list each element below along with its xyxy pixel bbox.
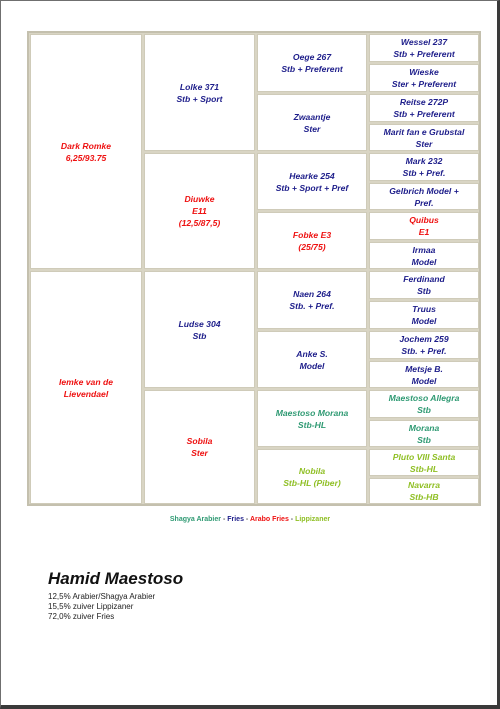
pedigree-entry-line: Marit fan e Grubstal <box>383 126 465 137</box>
pedigree-gen4-5 <box>369 153 479 181</box>
pedigree-entry-line: Maestoso Allegra <box>388 393 460 403</box>
pedigree-entry-line: Zwaantje <box>293 111 331 122</box>
horse-name: Hamid Maestoso <box>48 569 184 588</box>
pedigree-entry-line: Ster <box>303 123 321 134</box>
pedigree-entry-line: Maestoso Morana <box>275 407 349 418</box>
pedigree-entry-line: Gelbrich Model + <box>389 185 459 196</box>
pedigree-gen4-11 <box>369 331 479 359</box>
pedigree-entry-line: Iemke van de <box>59 376 113 387</box>
pedigree-gen4-14 <box>369 420 479 447</box>
pedigree-entry-line: 6,25/93.75 <box>65 152 107 163</box>
pedigree-gen4-10 <box>369 301 479 329</box>
pedigree-entry-line: E11 <box>192 206 207 216</box>
pedigree-entry-line: Pluto VIII Santa <box>392 451 456 462</box>
pedigree-gen4-9 <box>369 271 479 299</box>
pedigree-gen4-4 <box>369 124 479 151</box>
pedigree-gen4-16 <box>369 478 479 504</box>
pedigree-dam <box>30 271 142 504</box>
pedigree-chart <box>27 31 481 506</box>
pedigree-entry-line: Stb <box>192 330 207 341</box>
pedigree-entry-line: Metsje B. <box>405 363 443 374</box>
pedigree-entry-line: Model <box>411 256 437 267</box>
pedigree-gen3-1 <box>257 34 367 92</box>
pedigree-entry-line: (25/75) <box>298 241 326 252</box>
pedigree-entry-line: Dark Romke <box>60 140 112 151</box>
pedigree-entry-line: Model <box>299 360 325 371</box>
legend-separator: - <box>288 516 296 523</box>
pedigree-dam-sire <box>144 271 255 388</box>
pedigree-gen3-5 <box>257 271 367 329</box>
pedigree-entry-line: Irmaa <box>412 244 436 255</box>
pedigree-entry-line: Stb-HL <box>409 463 439 474</box>
pedigree-entry-line: Fobke E3 <box>292 229 332 240</box>
pedigree-entry-line: Mark 232 <box>405 156 443 166</box>
legend-separator: - <box>221 516 228 523</box>
pedigree-entry-line: Ster <box>415 138 433 149</box>
pedigree-gen4-1 <box>369 34 479 62</box>
pedigree-entry-line: E1 <box>418 227 430 237</box>
legend-fries: Fries <box>227 516 244 523</box>
pedigree-sire-sire <box>144 34 255 151</box>
pedigree-entry-line: Stb + Preferent <box>393 109 455 119</box>
pedigree-gen4-13 <box>369 390 479 418</box>
pedigree-entry-line: Diuwke <box>184 194 215 204</box>
pedigree-gen3-2 <box>257 94 367 151</box>
legend-lippizaner: Lippizaner <box>295 516 331 523</box>
pedigree-gen4-7 <box>369 212 479 240</box>
legend-separator: - <box>243 516 250 523</box>
pedigree-entry-line: Truus <box>412 304 436 314</box>
pedigree-sire <box>30 34 142 269</box>
pedigree-entry-line: Stb-HB <box>409 492 439 502</box>
pedigree-gen3-6 <box>257 331 367 388</box>
pedigree-entry-line: Stb + Sport + Pref <box>275 182 349 193</box>
breed-legend <box>0 516 500 523</box>
pedigree-entry-line: Stb + Pref. <box>402 168 446 178</box>
pedigree-gen4-8 <box>369 242 479 269</box>
pedigree-entry-line: Quibus <box>409 215 439 225</box>
pedigree-entry-line: Pref. <box>414 197 434 208</box>
pedigree-entry-line: Stb. + Pref. <box>401 346 447 356</box>
pedigree-entry-line: Stb <box>417 434 431 445</box>
pedigree-sire-dam <box>144 153 255 269</box>
breed-percentage-line: 72,0% zuiver Fries <box>48 612 115 621</box>
pedigree-entry-line: Stb. + Pref. <box>289 301 335 311</box>
pedigree-entry-line: Sobila <box>186 436 213 446</box>
pedigree-entry-line: Jochem 259 <box>399 334 449 344</box>
pedigree-entry-line: Model <box>411 375 437 386</box>
pedigree-entry-line: Ludse 304 <box>178 318 221 329</box>
breed-percentage-line: 15,5% zuiver Lippizaner <box>48 602 134 611</box>
pedigree-entry-line: Ster <box>191 448 208 458</box>
pedigree-entry-line: Stb-HL (Piber) <box>283 477 341 488</box>
breed-percentage-line: 12,5% Arabier/Shagya Arabier <box>48 592 156 601</box>
legend-arabo-fries: Arabo Fries <box>249 516 289 523</box>
pedigree-entry-line: Stb-HL <box>297 419 327 430</box>
pedigree-gen3-3 <box>257 153 367 210</box>
pedigree-entry-line: Stb + Preferent <box>281 64 343 74</box>
pedigree-gen4-12 <box>369 361 479 388</box>
pedigree-entry-line: Morana <box>408 422 440 433</box>
pedigree-entry-line: (12,5/87,5) <box>178 218 221 228</box>
pedigree-entry-line: Hearke 254 <box>289 170 335 181</box>
pedigree-entry-line: Navarra <box>407 480 440 490</box>
pedigree-entry-line: Anke S. <box>296 348 328 359</box>
pedigree-entry-line: Lolke 371 <box>179 81 220 92</box>
pedigree-entry-line: Ster + Preferent <box>391 79 457 89</box>
pedigree-entry-line: Stb <box>417 405 431 415</box>
pedigree-gen3-4 <box>257 212 367 269</box>
pedigree-gen4-3 <box>369 94 479 122</box>
pedigree-entry-line: Nobila <box>298 465 326 476</box>
pedigree-gen4-6 <box>369 183 479 210</box>
pedigree-entry-line: Stb <box>417 286 431 296</box>
legend-shagya: Shagya Arabier <box>169 516 221 523</box>
pedigree-entry-line: Oege 267 <box>292 52 332 62</box>
pedigree-entry-line: Reitse 272P <box>399 97 449 107</box>
pedigree-entry-line: Naen 264 <box>293 289 331 299</box>
pedigree-gen4-15 <box>369 449 479 476</box>
pedigree-gen3-8 <box>257 449 367 504</box>
pedigree-gen3-7 <box>257 390 367 447</box>
pedigree-entry-line: Stb + Preferent <box>393 49 455 59</box>
pedigree-entry-line: Wieske <box>409 67 439 77</box>
pedigree-entry-line: Ferdinand <box>403 274 445 284</box>
pedigree-dam-dam <box>144 390 255 504</box>
pedigree-gen4-2 <box>369 64 479 92</box>
pedigree-entry-line: Stb + Sport <box>176 93 223 104</box>
pedigree-entry-line: Lievendael <box>63 388 109 399</box>
pedigree-entry-line: Model <box>411 316 437 326</box>
pedigree-entry-line: Wessel 237 <box>400 37 448 47</box>
